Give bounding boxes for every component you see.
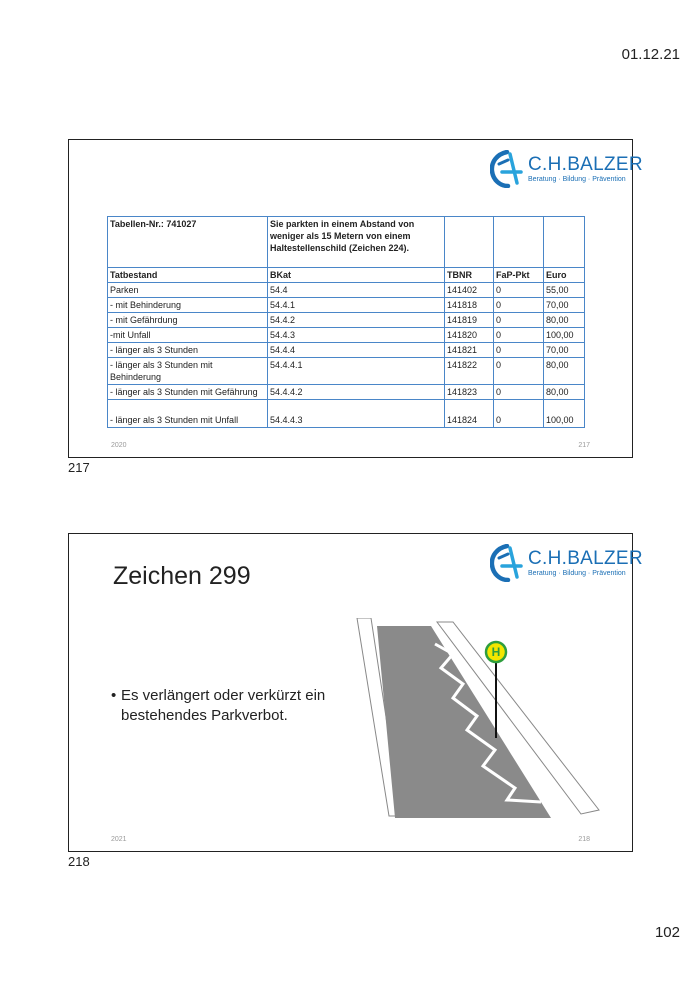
table-cell: 54.4 [268,283,445,298]
table-cell: 80,00 [544,385,585,400]
table-row [108,400,585,428]
table-header-row [108,268,585,283]
table-cell: 100,00 [544,328,585,343]
table-cell: - mit Gefährdung [108,313,268,328]
logo-title: C.H.BALZER [528,548,643,569]
table-cell: - mit Behinderung [108,298,268,313]
table-cell: 70,00 [544,343,585,358]
table-row [108,313,585,328]
page-date: 01.12.21 [621,46,680,63]
table-cell: 80,00 [544,313,585,328]
table-cell: 80,00 [544,358,585,385]
slide-footer-number: 217 [578,442,590,449]
fines-table [107,216,585,428]
table-cell [494,217,544,268]
table-cell: 54.4.4 [268,343,445,358]
table-cell: 0 [494,400,544,428]
table-row [108,298,585,313]
bullet-item [111,686,341,726]
logo-title: C.H.BALZER [528,154,643,175]
table-cell: 141823 [445,385,494,400]
table-header-cell: Euro [544,268,585,283]
logo-subtitle: Beratung · Bildung · Prävention [528,570,626,577]
slide-217 [68,139,643,458]
table-cell: Tabellen-Nr.: 741027 [108,217,268,268]
table-cell [445,217,494,268]
table-cell: - länger als 3 Stunden mit Behinderung [108,358,268,385]
logo [490,544,643,584]
table-header-cell: BKat [268,268,445,283]
table-header-cell: TBNR [445,268,494,283]
page-number: 102 [654,924,680,941]
table-cell: 0 [494,283,544,298]
logo-mark-icon [490,544,524,582]
table-cell: - länger als 3 Stunden mit Unfall [108,400,268,428]
table-cell: -mit Unfall [108,328,268,343]
table-row [108,328,585,343]
table-cell: 70,00 [544,298,585,313]
table-cell: 0 [494,343,544,358]
table-cell [544,217,585,268]
table-cell: 0 [494,328,544,343]
table-cell: 141402 [445,283,494,298]
logo-subtitle: Beratung · Bildung · Prävention [528,176,626,183]
slide-footer-number: 218 [578,836,590,843]
table-cell: 54.4.2 [268,313,445,328]
slide-caption: 217 [68,460,90,475]
table-cell: 54.4.1 [268,298,445,313]
bus-stop-sign-letter: H [491,645,501,659]
table-cell: 141824 [445,400,494,428]
table-cell: 141819 [445,313,494,328]
table-header-cell: FaP-Pkt [494,268,544,283]
table-cell: - länger als 3 Stunden mit Gefährung [108,385,268,400]
bullet-text: Es verlängert oder verkürzt ein bestehendes Parkverbot. [121,687,326,724]
table-cell: Sie parkten in einem Abstand von weniger als 15 Metern von einem Haltestellenschild (Zeichen 224). [268,217,445,268]
bullet-dot-icon: • [111,687,117,704]
logo-mark-icon [490,150,524,188]
table-row [108,283,585,298]
table-row [108,385,585,400]
slide-title: Zeichen 299 [113,562,251,590]
table-cell: - länger als 3 Stunden [108,343,268,358]
slide-caption: 218 [68,854,90,869]
table-cell: 141822 [445,358,494,385]
table-cell: 54.4.4.3 [268,400,445,428]
table-cell: 100,00 [544,400,585,428]
table-cell: 55,00 [544,283,585,298]
table-cell: 141820 [445,328,494,343]
table-cell: 0 [494,298,544,313]
table-cell: 54.4.3 [268,328,445,343]
table-row [108,358,585,385]
zigzag-marking-illustration [355,618,601,820]
slide-footer-year: 2020 [111,442,127,449]
table-cell: 141818 [445,298,494,313]
table-row [108,217,585,268]
table-cell: 54.4.4.2 [268,385,445,400]
table-cell: Parken [108,283,268,298]
table-header-cell: Tatbestand [108,268,268,283]
table-cell: 141821 [445,343,494,358]
logo [490,150,643,190]
table-cell: 54.4.4.1 [268,358,445,385]
table-cell: 0 [494,358,544,385]
table-row [108,343,585,358]
table-cell: 0 [494,385,544,400]
table-cell: 0 [494,313,544,328]
slide-footer-year: 2021 [111,836,127,843]
slide-218 [68,533,643,852]
